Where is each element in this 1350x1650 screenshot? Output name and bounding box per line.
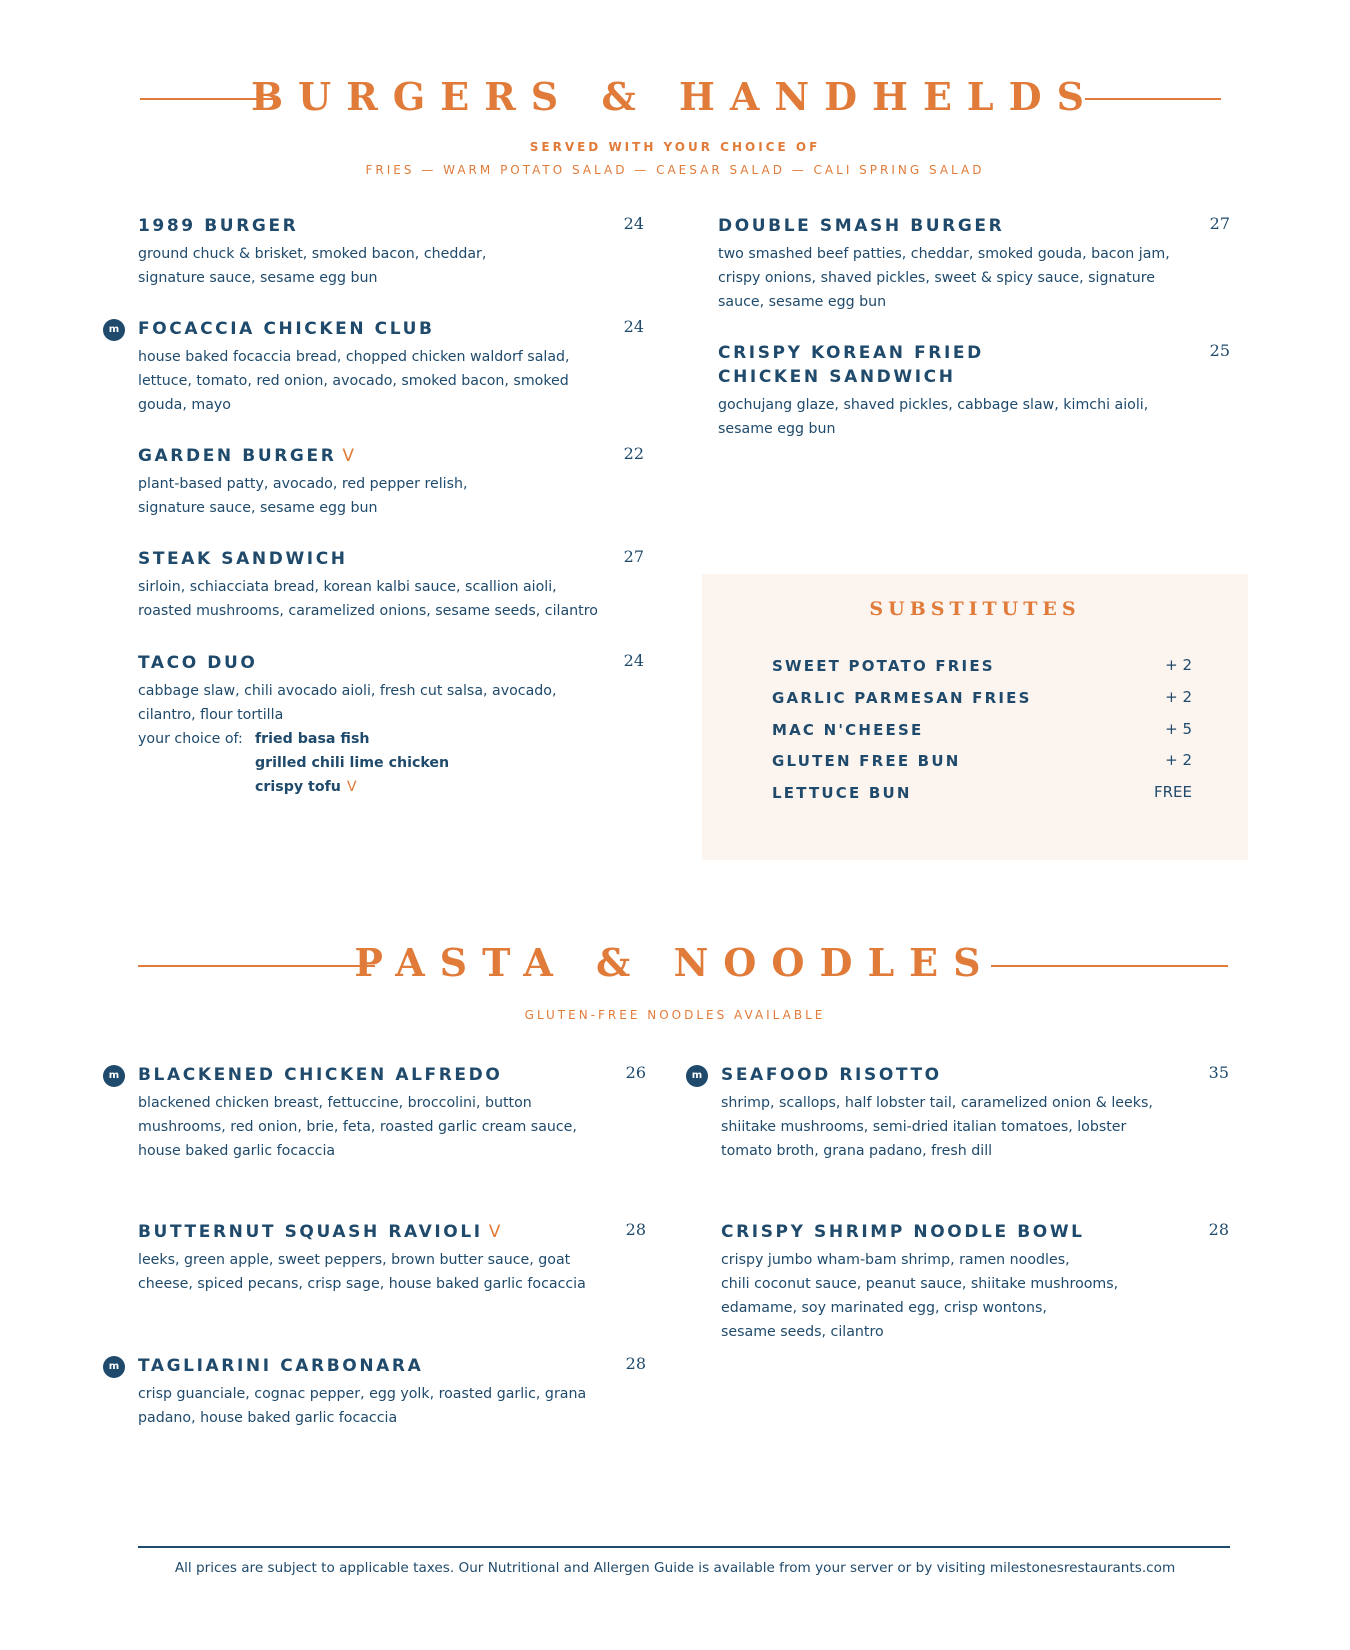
item-description — [721, 1091, 1229, 1163]
item-description — [718, 242, 1230, 314]
substitutes-title: SUBSTITUTES — [869, 598, 1081, 620]
pasta-subtitle: GLUTEN-FREE NOODLES AVAILABLE — [524, 1008, 826, 1022]
item-description — [138, 1382, 646, 1430]
item-name: SEAFOOD RISOTTO — [721, 1065, 942, 1085]
description-line: sesame seeds, cilantro — [721, 1324, 884, 1340]
menu-item — [138, 444, 644, 520]
description-line: cheese, spiced pecans, crisp sage, house baked garlic focaccia — [138, 1276, 586, 1292]
item-description — [138, 679, 644, 727]
milestones-badge-icon: m — [103, 319, 125, 341]
description-line: sesame egg bun — [718, 421, 836, 437]
menu-item — [721, 1220, 1229, 1344]
item-description — [138, 242, 644, 290]
item-price: 22 — [623, 444, 644, 463]
item-price: 28 — [625, 1354, 646, 1373]
item-price: 27 — [623, 547, 644, 566]
menu-item — [718, 214, 1230, 314]
menu-item — [721, 1063, 1229, 1163]
substitute-price: + 2 — [1165, 751, 1192, 769]
description-line: shiitake mushrooms, semi-dried italian tomatoes, lobster — [721, 1119, 1127, 1135]
description-line: chili coconut sauce, peanut sauce, shiitake mushrooms, — [721, 1276, 1119, 1292]
substitute-name: SWEET POTATO FRIES — [772, 657, 995, 675]
item-name: CRISPY SHRIMP NOODLE BOWL — [721, 1222, 1085, 1242]
item-description — [718, 393, 1230, 441]
substitute-name: MAC N'CHEESE — [772, 721, 924, 739]
description-line: sauce, sesame egg bun — [718, 294, 887, 310]
item-price: 28 — [625, 1220, 646, 1239]
item-price: 24 — [623, 651, 644, 670]
item-name: DOUBLE SMASH BURGER — [718, 216, 1005, 236]
description-line: plant-based patty, avocado, red pepper relish, — [138, 476, 468, 492]
description-line: ground chuck & brisket, smoked bacon, cheddar, — [138, 246, 487, 262]
menu-item — [718, 341, 1230, 441]
description-line: edamame, soy marinated egg, crisp wontons, — [721, 1300, 1047, 1316]
pasta-title: PASTA & NOODLES — [354, 940, 996, 985]
substitute-row — [772, 751, 1192, 775]
description-line: tomato broth, grana padano, fresh dill — [721, 1143, 993, 1159]
substitute-price: + 2 — [1165, 656, 1192, 674]
item-name-text: BUTTERNUT SQUASH RAVIOLI — [138, 1222, 483, 1242]
description-line: mushrooms, red onion, brie, feta, roasted garlic cream sauce, — [138, 1119, 577, 1135]
menu-item — [138, 547, 644, 623]
item-name — [138, 444, 644, 468]
description-line: gochujang glaze, shaved pickles, cabbage slaw, kimchi aioli, — [718, 397, 1149, 413]
description-line: leeks, green apple, sweet peppers, brown butter sauce, goat — [138, 1252, 571, 1268]
description-line: signature sauce, sesame egg bun — [138, 270, 378, 286]
description-line: cilantro, flour tortilla — [138, 707, 284, 723]
description-line: blackened chicken breast, fettuccine, broccolini, button — [138, 1095, 532, 1111]
item-name: FOCACCIA CHICKEN CLUB — [138, 319, 435, 339]
description-line: crispy onions, shaved pickles, sweet & spicy sauce, signature — [718, 270, 1155, 286]
item-name-line: CRISPY KOREAN FRIED — [718, 343, 984, 363]
choice-row — [138, 727, 644, 751]
substitute-name: GARLIC PARMESAN FRIES — [772, 689, 1032, 707]
choice-row — [138, 775, 644, 799]
menu-item — [138, 317, 644, 417]
substitute-price: + 5 — [1165, 720, 1192, 738]
item-description — [138, 575, 644, 623]
description-line: shrimp, scallops, half lobster tail, caramelized onion & leeks, — [721, 1095, 1153, 1111]
item-price: 25 — [1209, 341, 1230, 360]
item-name: STEAK SANDWICH — [138, 549, 348, 569]
menu-item — [138, 1220, 646, 1296]
choice-option: crispy tofu — [255, 779, 341, 795]
footer-disclaimer: All prices are subject to applicable taxes. Our Nutritional and Allergen Guide is available from your server or by visiting milestonesrestaurants.com — [174, 1560, 1176, 1576]
item-name-line: CHICKEN SANDWICH — [718, 367, 956, 387]
substitute-price: + 2 — [1165, 688, 1192, 706]
menu-item — [138, 651, 644, 799]
item-name: 1989 BURGER — [138, 216, 299, 236]
item-price: 24 — [623, 317, 644, 336]
vegetarian-icon: V — [342, 446, 355, 466]
substitute-row — [772, 656, 1192, 680]
substitute-row — [772, 688, 1192, 712]
item-name: TACO DUO — [138, 653, 258, 673]
milestones-badge-icon: m — [686, 1065, 708, 1087]
item-name-text: GARDEN BURGER — [138, 446, 337, 466]
substitute-price: FREE — [1153, 783, 1192, 801]
choice-row — [138, 751, 644, 775]
description-line: house baked focaccia bread, chopped chicken waldorf salad, — [138, 349, 570, 365]
item-name: BLACKENED CHICKEN ALFREDO — [138, 1065, 503, 1085]
substitute-row — [772, 783, 1192, 807]
item-price: 26 — [625, 1063, 646, 1082]
substitutes-box — [702, 574, 1248, 860]
description-line: signature sauce, sesame egg bun — [138, 500, 378, 516]
description-line: roasted mushrooms, caramelized onions, sesame seeds, cilantro — [138, 603, 598, 619]
burgers-subtitle: SERVED WITH YOUR CHOICE OF — [529, 140, 821, 154]
item-price: 27 — [1209, 214, 1230, 233]
description-line: lettuce, tomato, red onion, avocado, smoked bacon, smoked — [138, 373, 569, 389]
item-name: TAGLIARINI CARBONARA — [138, 1356, 424, 1376]
description-line: crispy jumbo wham-bam shrimp, ramen noodles, — [721, 1252, 1070, 1268]
item-price: 28 — [1208, 1220, 1229, 1239]
burgers-sides: FRIES — WARM POTATO SALAD — CAESAR SALAD — CALI SPRING SALAD — [365, 163, 985, 177]
item-description — [138, 472, 644, 520]
footer-divider — [138, 1546, 1230, 1548]
choice-label: your choice of: — [138, 731, 243, 747]
description-line: crisp guanciale, cognac pepper, egg yolk, roasted garlic, grana — [138, 1386, 587, 1402]
description-line: two smashed beef patties, cheddar, smoked gouda, bacon jam, — [718, 246, 1170, 262]
description-line: cabbage slaw, chili avocado aioli, fresh cut salsa, avocado, — [138, 683, 557, 699]
item-description — [138, 345, 644, 417]
vegetarian-icon: V — [488, 1222, 501, 1242]
milestones-badge-icon: m — [103, 1065, 125, 1087]
choice-option: grilled chili lime chicken — [255, 755, 450, 771]
burgers-title: BURGERS & HANDHELDS — [250, 74, 1100, 119]
vegetarian-icon: V — [346, 779, 357, 795]
menu-item — [138, 1063, 646, 1163]
description-line: sirloin, schiacciata bread, korean kalbi sauce, scallion aioli, — [138, 579, 557, 595]
item-name — [718, 341, 1230, 389]
milestones-badge-icon: m — [103, 1356, 125, 1378]
description-line: gouda, mayo — [138, 397, 231, 413]
description-line: padano, house baked garlic focaccia — [138, 1410, 398, 1426]
substitute-name: LETTUCE BUN — [772, 784, 912, 802]
substitute-row — [772, 720, 1192, 744]
description-line: house baked garlic focaccia — [138, 1143, 336, 1159]
item-price: 35 — [1208, 1063, 1229, 1082]
item-description — [138, 1091, 646, 1163]
menu-item — [138, 214, 644, 290]
menu-item — [138, 1354, 646, 1430]
item-description — [138, 1248, 646, 1296]
choice-option: fried basa fish — [255, 731, 370, 747]
item-name — [138, 1220, 646, 1244]
substitute-name: GLUTEN FREE BUN — [772, 752, 961, 770]
item-price: 24 — [623, 214, 644, 233]
taco-choices — [138, 727, 644, 799]
item-description — [721, 1248, 1229, 1344]
